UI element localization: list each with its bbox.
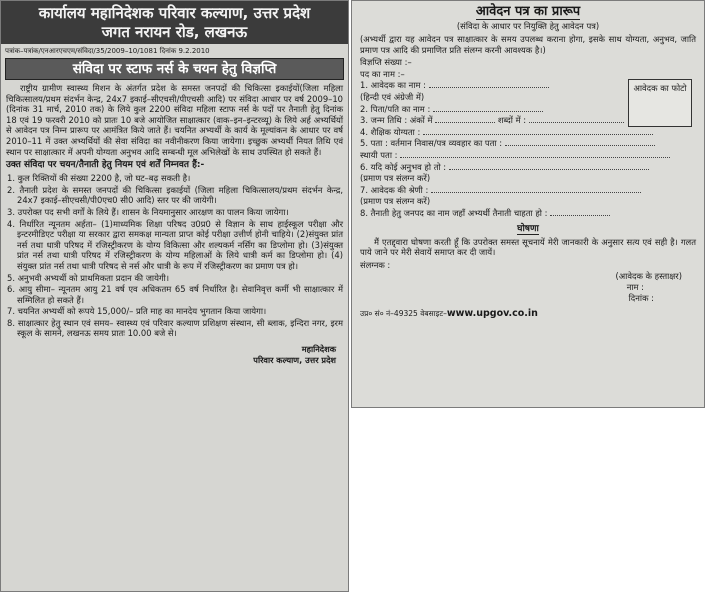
declaration-heading xyxy=(352,223,704,235)
declaration-text: मैं एतद्द्वारा घोषणा करती हूँ कि उपरोक्त समस्त सूचनायें मेरी जानकारी के अनुसार सत्य एवं सही है। गलत पाये जाने पर मेरी सेवायें समाप्त कर दी जायें। xyxy=(360,236,696,258)
ad-footer xyxy=(352,304,704,324)
fill-line xyxy=(505,138,655,146)
field-label: 5. पता : वर्तमान निवास/पत्र व्यवहार का पता : xyxy=(360,138,503,149)
declaration-heading-text: घोषणा xyxy=(517,223,539,234)
field-label: (प्रमाण पत्र संलग्न करें) xyxy=(360,173,431,184)
fill-line xyxy=(449,162,649,170)
fill-line xyxy=(529,115,624,123)
fill-line xyxy=(433,104,543,112)
field-label: 1. आवेदक का नाम : xyxy=(360,80,426,91)
field-label: 3. जन्म तिथि : अंकों में xyxy=(360,115,433,126)
form-subtitle: (संविदा के आधार पर नियुक्ति हेतु आवेदन पत्र) xyxy=(456,21,600,31)
rule-item: 3. उपरोक्त पद सभी वर्गों के लिये हैं। शासन के नियमानुसार आरक्षण का पालन किया जायेगा। xyxy=(7,206,289,217)
field-line xyxy=(360,150,696,162)
field-line xyxy=(360,173,696,185)
field-line xyxy=(360,127,696,139)
form-fields xyxy=(352,57,704,219)
words-label: शब्दों में : xyxy=(497,115,527,126)
website-label: वेबसाइट– xyxy=(420,309,447,319)
field-line xyxy=(360,57,696,69)
field-label: 8. तैनाती हेतु जनपद का नाम जहाँ अभ्यर्थी तैनाती चाहता हो : xyxy=(360,207,548,218)
field-line xyxy=(360,162,696,174)
form-title xyxy=(352,1,704,21)
notice-title: संविदा पर स्टाफ नर्स के चयन हेतु विज्ञप्ति xyxy=(5,58,344,80)
field-label: 6. यदि कोई अनुभव हो तो : xyxy=(360,161,447,172)
applicant-name-label: नाम : xyxy=(626,282,644,293)
form-instruction: (अभ्यर्थी द्वारा यह आवेदन पत्र साक्षात्कार के समय उपलब्ध कराना होगा, इसके साथ योग्यता, अनुभव, जाति प्रमाण पत्र आदि की प्रमाणित प्रति संलग्न करनी आवश्यक है।) xyxy=(360,34,696,55)
signatory-dept: परिवार कल्याण, उत्तर प्रदेश xyxy=(253,355,336,366)
reference-number: पत्रांक–पत्रांक/एनआरएचएम/संविदा/35/2009–10/1081 दिनांक 9.2.2010 xyxy=(5,47,210,55)
field-line xyxy=(360,208,696,220)
applicant-signature-label: (आवेदक के हस्ताक्षर) xyxy=(615,271,682,282)
signatory xyxy=(1,340,348,366)
fill-line xyxy=(435,115,495,123)
fill-line xyxy=(423,127,653,135)
signatory-title: महानिदेशक xyxy=(301,344,336,355)
rule-item: 1. कुल रिक्तियों की संख्या 2200 है, जो घट–बढ़ सकती है। xyxy=(7,173,191,184)
fill-line xyxy=(400,150,670,158)
form-title-text: आवेदन पत्र का प्रारूप xyxy=(475,4,581,19)
rule-item: 6. आयु सीमा– न्यूनतम आयु 21 वर्ष एव अधिकतम 65 वर्ष निर्धारित है। सेवानिवृत्त कर्मी भी साक्षात्कार में सम्मिलित हो सकते हैं। xyxy=(7,284,343,305)
field-label: 4. शैक्षिक योग्यता : xyxy=(360,126,421,137)
field-label: स्थायी पता : xyxy=(360,149,398,160)
enclosure-label: संलग्नक : xyxy=(360,259,391,270)
field-label: (प्रमाण पत्र संलग्न करें) xyxy=(360,196,431,207)
fill-line xyxy=(431,185,641,193)
fill-line xyxy=(429,80,549,88)
field-label: विज्ञप्ति संख्या :– xyxy=(360,57,412,68)
office-address: जगत नरायन रोड, लखनऊ xyxy=(1,23,348,44)
field-label: पद का नाम :– xyxy=(360,68,405,79)
rule-item: 7. चयनित अभ्यर्थी को रूपये 15,000/– प्रति माह का मानदेय भुगतान किया जायेगा। xyxy=(7,306,267,317)
field-label: (हिन्दी एवं अंग्रेजी में) xyxy=(360,91,425,102)
applicant-date-label: दिनांक : xyxy=(628,293,654,304)
rule-item: 5. अनुभवी अभ्यर्थी को प्राथमिकता प्रदान की जायेगी। xyxy=(7,272,170,283)
office-name: कार्यालय महानिदेशक परिवार कल्याण, उत्तर प्रदेश xyxy=(1,1,348,23)
field-line xyxy=(360,196,696,208)
rule-item: 8. साक्षात्कार हेतु स्थान एवं समय– स्वास्थ्य एवं परिवार कल्याण प्रशिक्षण संस्थान, सी ब्लाक, इन्दिरा नगर, इरम स्कूल के सामने, लखनऊ समय प्रातः 10.00 बजे से। xyxy=(7,317,343,339)
notice-clipping xyxy=(0,0,349,592)
notice-intro: राष्ट्रीय ग्रामीण स्वास्थ्य मिशन के अंतर्गत प्रदेश के समस्त जनपदों की चिकित्सा इकाईयों(जिला महिला चिकित्सालय/प्रथम संदर्भन केन्द्र, 24x7 इकाई–सीएचसी/पीएचसी आदि) पर संविदा आधार पर वर्ष 2009–10 (दिनांक 31 मार्च, 2010 तक) के लिये कुल 2200 संविदा महिला स्टाफ नर्स के पदों पर तैनाती हेतु दिनांक 18 एवं 19 फरवरी 2010 को प्रातः 10 बजे आयोजित साक्षात्कार (वाक–इन–इन्टरव्यू) के लिये अर्ह अभ्यर्थियों से आवेदन पत्र निम्न प्रारूप पर आमंत्रित किये जाते हैं। चयनित अभ्यर्थी के कार्य के मूल्यांकन के आधार पर वर्ष 2010–11 में उक्त अभ्यर्थियों की सेवा संविदा का नवीनीकरण किया जायेगा। इच्छुक अभ्यर्थी नियत तिथि एवं स्थान पर साक्षात्कार में अपनी योग्यता अनुभव आदि सम्बन्धी मूल अभिलेखों के साथ उपस्थित हो सकते हैं। xyxy=(6,83,343,157)
field-line xyxy=(360,138,696,150)
field-line xyxy=(360,185,696,197)
ad-code: उप्र० सं० नं–49325 xyxy=(360,309,418,319)
fill-line xyxy=(550,208,610,216)
field-label: 2. पिता/पति का नाम : xyxy=(360,103,431,114)
rule-item: 4. निर्धारित न्यूनतम अर्हता– (1)माध्यमिक शिक्षा परिषद उ0प्र0 से विज्ञान के साथ हाईस्कूल परीक्षा और इन्टरमीडिएट परीक्षा या सरकार द्वारा समकक्ष मान्यता प्राप्त कोई परीक्षा उत्तीर्ण होनी चाहिये। (2)संयुक्त प्रांत नर्स तथा धात्री परिषद में रजिस्ट्रीकरण के योग्य विकित्सा और शल्यकर्म नर्सिंग का डिप्लोमा हो। (3)संयुक्त प्रांत नर्स तथा धात्री परिषद में रजिस्ट्रीकरण के योग्य महिलाओं के लिये धात्री कर्म का डिप्लोमा हो। (4) संयुक्त प्रांत नर्स तथा धात्री परिषद से नर्स और धात्री के रूप में रजिस्ट्रीकरण का प्रमाण पत्र हो। xyxy=(7,218,343,271)
application-form-clipping xyxy=(351,0,705,408)
photo-box: आवेदक का फोटो xyxy=(628,79,692,127)
website-link[interactable]: www.upgov.co.in xyxy=(446,308,538,320)
rules-list xyxy=(1,173,348,339)
rule-item: 2. तैनाती प्रदेश के समस्त जनपदों की चिकित्सा इकाईयों (जिला महिला चिकित्सालय/प्रथम संदर्भन केन्द्र, 24x7 इकाई–सीएचसी/पी0एच0 सी0 आदि) स्तर पर की जायेगी। xyxy=(7,184,343,206)
rules-heading: उक्त संविदा पर चयन/तैनाती हेतु नियम एवं शर्तें निम्नवत हैं:- xyxy=(6,160,205,171)
field-label: 7. आवेदक की श्रेणी : xyxy=(360,184,429,195)
